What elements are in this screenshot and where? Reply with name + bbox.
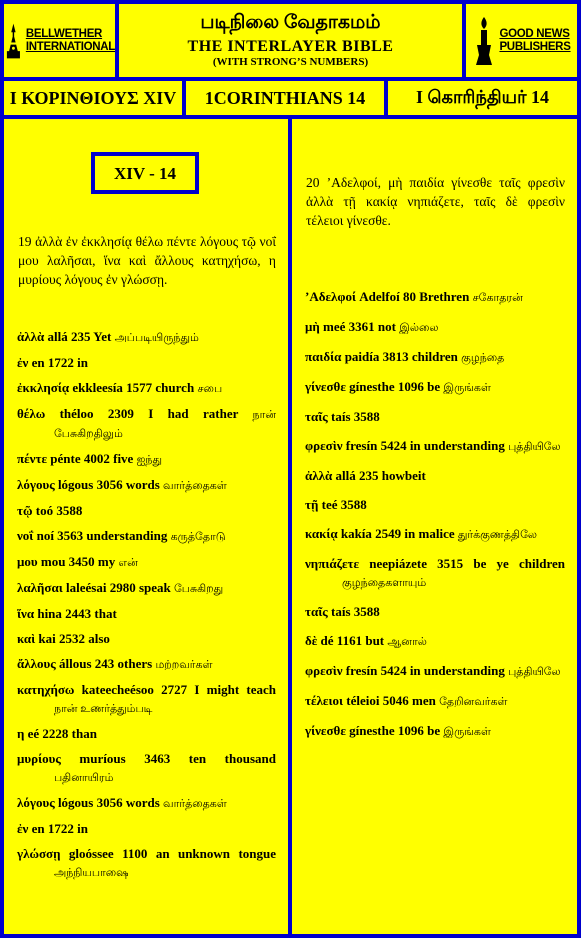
- word-entry-tamil: துர்க்குணத்திலே: [457, 529, 538, 541]
- word-entry-text: ἵνα hina 2443 that: [17, 606, 117, 621]
- word-entry: [305, 348, 565, 367]
- word-entry: [17, 845, 276, 882]
- word-entry-tamil: கருத்தோடு: [170, 531, 226, 543]
- word-entry: [17, 476, 276, 495]
- word-entry-text: φρεσὶν fresín 5424 in understanding: [305, 663, 509, 678]
- word-entry-tamil: சகோதரன்: [472, 292, 523, 304]
- word-entry: [17, 630, 276, 648]
- word-entry-text: ταῖς taís 3588: [305, 604, 380, 619]
- word-entry: [17, 379, 276, 398]
- word-entry-tamil: இல்லை: [399, 322, 439, 334]
- word-entry-text: ἀλλὰ allá 235 howbeit: [305, 468, 426, 483]
- hand-torch-icon: [472, 15, 496, 67]
- right-logo-line-2: PUBLISHERS: [499, 40, 571, 53]
- reference-greek: Ι ΚΟΡΙΝΘΙΟΥΣ XIV: [4, 81, 182, 115]
- word-entry-tamil: ஆனால்: [387, 636, 427, 648]
- bellwether-logo: [4, 4, 115, 77]
- title-block: [119, 4, 462, 77]
- word-entry-text: ἐκκλησίᾳ ekkleesía 1577 church: [17, 380, 198, 395]
- word-entry: [305, 496, 565, 514]
- word-entry: [305, 632, 565, 651]
- word-entry-text: ἐν en 1722 in: [17, 355, 88, 370]
- word-entry-text: κακίᾳ kakía 2549 in malice: [305, 526, 458, 541]
- word-entry-text: νηπιάζετε neepiázete 3515 be ye children: [305, 556, 565, 571]
- title-tamil: படிநிலை வேதாகமம்: [200, 12, 381, 33]
- word-entry: [17, 681, 276, 718]
- word-entry: [305, 408, 565, 426]
- left-logo-line-2: INTERNATIONAL: [25, 40, 115, 53]
- word-entry: [17, 725, 276, 743]
- word-entry-tamil: குழந்தை: [461, 352, 505, 364]
- word-entry-text: μυρίους muríous 3463 ten thousand: [17, 751, 276, 766]
- right-column: [292, 119, 577, 934]
- chapter-label: XIV - 14: [91, 152, 199, 194]
- word-entry: [305, 525, 565, 544]
- word-entry-text: τέλειοι téleioi 5046 men: [305, 693, 440, 708]
- word-entry-text: μὴ meé 3361 not: [305, 319, 400, 334]
- word-entry: [17, 750, 276, 787]
- word-entry: [17, 354, 276, 372]
- word-entry-text: λαλῆσαι laleésai 2980 speak: [17, 580, 174, 595]
- word-entry-tamil: மற்றவர்கள்: [155, 659, 213, 671]
- word-entry-text: καὶ kai 2532 also: [17, 631, 110, 646]
- word-entry: [17, 328, 276, 347]
- word-entry-tamil: அப்படியிருந்தும்: [114, 332, 199, 344]
- subtitle: (WITH STRONG’S NUMBERS): [212, 56, 369, 68]
- word-entry: [17, 450, 276, 469]
- good-news-logo: [466, 4, 577, 77]
- word-entry-tamil: அந்நியபாஷை: [54, 867, 129, 879]
- word-entry: [17, 579, 276, 598]
- word-entry: [305, 662, 565, 681]
- left-word-list: [17, 328, 276, 889]
- word-entry-text: φρεσὶν fresín 5424 in understanding: [305, 438, 509, 453]
- reference-english: 1CORINTHIANS 14: [186, 81, 384, 115]
- word-entry: [17, 405, 276, 443]
- word-entry-text: ἄλλους állous 243 others: [17, 656, 156, 671]
- word-entry-tamil: என்: [118, 557, 138, 569]
- word-entry-tamil: வார்த்தைகள்: [163, 480, 227, 492]
- word-entry-text: παιδία paidía 3813 children: [305, 349, 462, 364]
- word-entry: [17, 820, 276, 838]
- word-entry-tamil: நான் உணர்த்தும்படி: [54, 703, 153, 715]
- right-logo-line-1: GOOD NEWS: [499, 27, 570, 40]
- word-entry-text: τῷ toó 3588: [17, 503, 83, 518]
- word-entry-text: μου mou 3450 my: [17, 554, 119, 569]
- left-column: [4, 119, 288, 934]
- word-entry: [17, 553, 276, 572]
- reference-tamil: I கொரிந்தியர் 14: [388, 81, 577, 115]
- word-entry: [17, 605, 276, 623]
- word-entry: [305, 467, 565, 485]
- word-entry-text: κατηχήσω kateecheésoo 2727 I might teach: [17, 682, 276, 697]
- word-entry-tamil: இருங்கள்: [443, 382, 491, 394]
- word-entry: [305, 378, 565, 397]
- left-logo-line-1: BELLWETHER: [25, 27, 103, 40]
- bell-tower-icon: [4, 15, 23, 67]
- word-entry-tamil: பதினாயிரம்: [54, 772, 114, 784]
- word-entry-tamil: நான் பேசுகிறதிலும்: [54, 409, 276, 440]
- verse-19-text: 19 ἀλλὰ ἐν ἐκκλησίᾳ θέλω πέντε λόγους τῷ νοΐ μου λαλῆσαι, ἵνα καὶ ἄλλους κατηχήσω, η μυρίους λόγους ἐν γλώσσῃ.: [18, 234, 276, 287]
- verse-20-text: 20 ’Αδελφοί, μὴ παιδία γίνεσθε ταῖς φρεσὶν ἀλλὰ τῇ κακίᾳ νηπιάζετε, ταῖς δὲ φρεσὶν τέλειοι γίνεσθε.: [306, 175, 565, 228]
- word-entry-text: γίνεσθε gínesthe 1096 be: [305, 723, 444, 738]
- word-entry-text: ἀλλὰ allá 235 Yet: [17, 329, 115, 344]
- word-entry-tamil: பேசுகிறது: [174, 583, 224, 595]
- word-entry: [17, 794, 276, 813]
- word-entry-tamil: வார்த்தைகள்: [163, 798, 227, 810]
- word-entry-text: γίνεσθε gínesthe 1096 be: [305, 379, 444, 394]
- word-entry: [305, 603, 565, 621]
- word-entry: [305, 288, 565, 307]
- word-entry-text: πέντε pénte 4002 five: [17, 451, 137, 466]
- word-entry: [305, 318, 565, 337]
- word-entry-tamil: புத்தியிலே: [508, 441, 561, 453]
- word-entry: [305, 722, 565, 741]
- title-english: THE INTERLAYER BIBLE: [187, 38, 394, 55]
- word-entry: [305, 692, 565, 711]
- word-entry: [17, 502, 276, 520]
- word-entry: [305, 555, 565, 592]
- word-entry-tamil: சபை: [197, 383, 223, 395]
- word-entry: [17, 655, 276, 674]
- word-entry-tamil: இருங்கள்: [443, 726, 491, 738]
- word-entry-text: λόγους lógous 3056 words: [17, 477, 164, 492]
- word-entry-text: ’Αδελφοί Adelfoí 80 Brethren: [305, 289, 473, 304]
- word-entry: [305, 437, 565, 456]
- word-entry: [17, 527, 276, 546]
- word-entry-tamil: ஐந்து: [136, 454, 163, 466]
- word-entry-text: δὲ dé 1161 but: [305, 633, 388, 648]
- word-entry-text: η eé 2228 than: [17, 726, 97, 741]
- word-entry-text: θέλω théloo 2309 I had rather: [17, 406, 253, 421]
- right-word-list: [305, 288, 565, 752]
- word-entry-text: τῇ teé 3588: [305, 497, 367, 512]
- word-entry-text: νοΐ noí 3563 understanding: [17, 528, 171, 543]
- word-entry-tamil: புத்தியிலே: [508, 666, 561, 678]
- word-entry-text: ταῖς taís 3588: [305, 409, 380, 424]
- word-entry-tamil: குழந்தைகளாயும்: [342, 577, 427, 589]
- word-entry-text: γλώσσῃ gloóssee 1100 an unknown tongue: [17, 846, 276, 861]
- word-entry-text: ἐν en 1722 in: [17, 821, 88, 836]
- word-entry-tamil: தேறினவர்கள்: [439, 696, 508, 708]
- word-entry-text: λόγους lógous 3056 words: [17, 795, 164, 810]
